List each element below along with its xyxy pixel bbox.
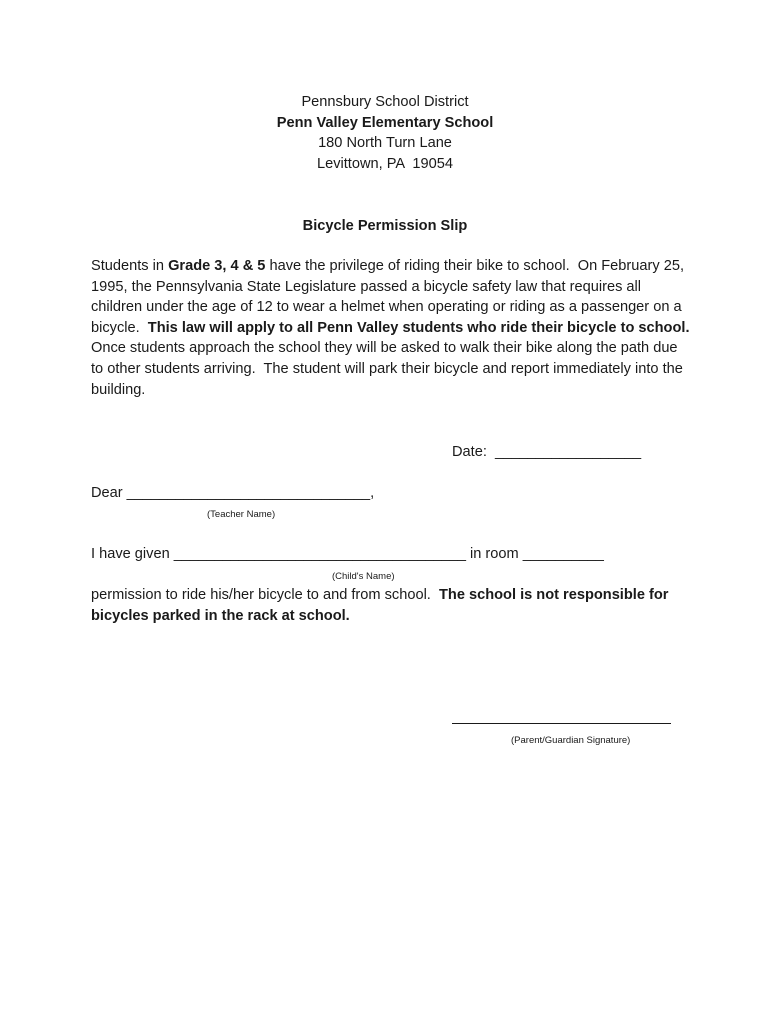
intro-paragraph	[91, 256, 694, 400]
intro-grades: Grade 3, 4 & 5	[168, 258, 266, 274]
school-name: Penn Valley Elementary School	[276, 114, 494, 131]
document-title: Bicycle Permission Slip	[302, 218, 468, 234]
child-name-field: I have given ____________________________________ in room __________	[91, 546, 604, 562]
intro-law-statement: This law will apply to all Penn Valley students who ride their bicycle to school.	[147, 319, 690, 336]
child-name-caption: (Child's Name)	[332, 571, 395, 582]
date-field: Date: __________________	[452, 444, 642, 460]
intro-text-2: have the privilege of riding their bike to school. On February 25, 1995, the Pennsylvania State Legislature passed a bicycle safety law that requires all children under the age of 12 to wear a helmet when operating or riding as a passenger on a bicycle.	[91, 258, 689, 336]
responsibility-disclaimer: The school is not responsible for bicycles parked in the rack at school.	[91, 587, 669, 624]
teacher-name-field: Dear ______________________________,	[91, 485, 375, 501]
address-line-1: 180 North Turn Lane	[318, 135, 452, 151]
letterhead	[0, 92, 770, 174]
signature-line	[452, 723, 671, 724]
signature-caption: (Parent/Guardian Signature)	[511, 735, 631, 746]
permission-text: permission to ride his/her bicycle to and from school.	[91, 587, 439, 603]
intro-text-1: Students in	[91, 258, 169, 274]
teacher-name-caption: (Teacher Name)	[207, 509, 276, 520]
address-line-2: Levittown, PA 19054	[316, 155, 454, 172]
intro-text-3: Once students approach the school they will be asked to walk their bike along the path due to other students arriving. The student will park their bicycle and report immediately into the building.	[91, 319, 694, 398]
permission-statement	[91, 585, 691, 626]
district-name: Pennsbury School District	[301, 94, 469, 110]
